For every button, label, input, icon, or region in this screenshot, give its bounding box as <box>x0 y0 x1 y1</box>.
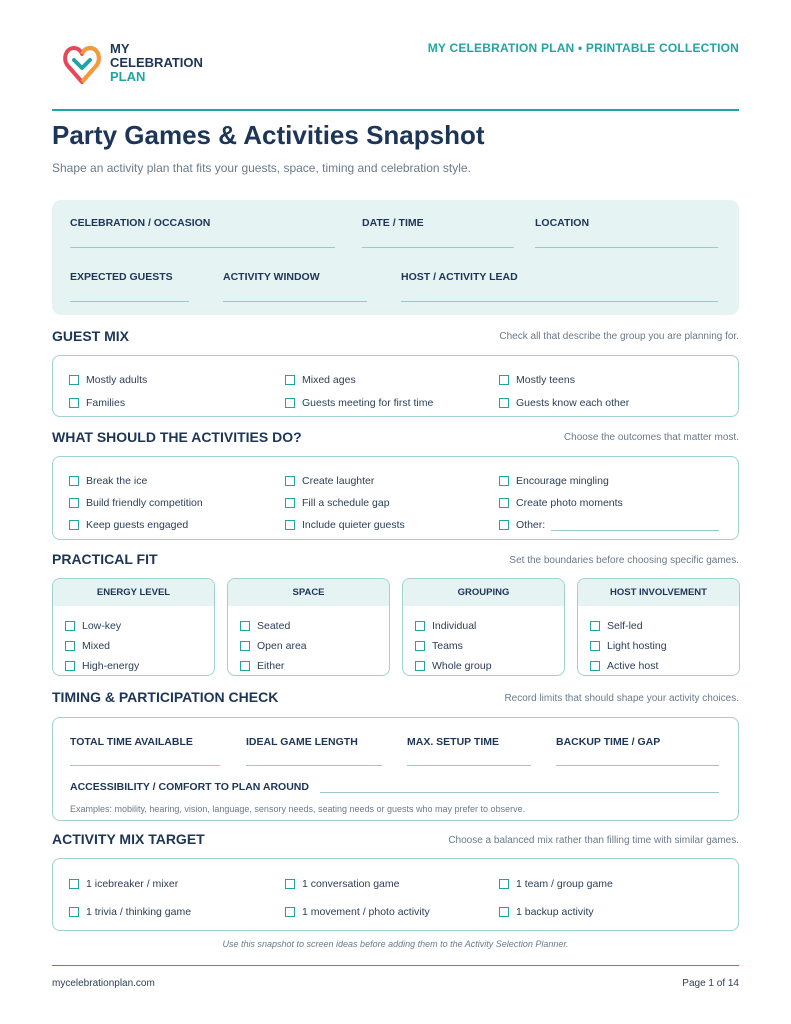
checkbox-icon[interactable] <box>69 907 79 917</box>
guest-mix-box <box>52 355 739 417</box>
checkbox-backup-activity[interactable]: 1 backup activity <box>499 906 594 918</box>
checkbox-photo-moments[interactable]: Create photo moments <box>499 497 623 509</box>
celebration-label: CELEBRATION / OCCASION <box>70 217 211 229</box>
checkbox-icon[interactable] <box>69 520 79 530</box>
checkbox-other[interactable]: Other: <box>499 519 719 531</box>
checkbox-teams[interactable]: Teams <box>415 640 463 652</box>
checkbox-icon[interactable] <box>285 375 295 385</box>
activity-window-label: ACTIVITY WINDOW <box>223 271 320 283</box>
checkbox-icon[interactable] <box>65 641 75 651</box>
accessibility-label: ACCESSIBILITY / COMFORT TO PLAN AROUND <box>70 781 309 793</box>
checkbox-icon[interactable] <box>240 641 250 651</box>
checkbox-conversation-game[interactable]: 1 conversation game <box>285 878 399 890</box>
checkbox-high-energy[interactable]: High-energy <box>65 660 139 672</box>
checkbox-icon[interactable] <box>69 375 79 385</box>
checkbox-icon[interactable] <box>285 879 295 889</box>
guest-mix-note: Check all that describe the group you are planning for. <box>499 331 739 342</box>
checkbox-icon[interactable] <box>69 498 79 508</box>
checkbox-mostly-adults[interactable]: Mostly adults <box>69 374 147 386</box>
ideal-length-label: IDEAL GAME LENGTH <box>246 736 358 748</box>
checkbox-encourage-mingling[interactable]: Encourage mingling <box>499 475 609 487</box>
logo-line-1: MY <box>110 41 130 56</box>
checkbox-low-key[interactable]: Low-key <box>65 620 121 632</box>
checkbox-icon[interactable] <box>240 621 250 631</box>
expected-guests-field[interactable] <box>70 301 189 302</box>
accessibility-examples: Examples: mobility, hearing, vision, language, sensory needs, seating needs or guests who may prefer to observe. <box>70 804 526 814</box>
checkbox-icon[interactable] <box>69 476 79 486</box>
checkbox-whole-group[interactable]: Whole group <box>415 660 492 672</box>
checkbox-icon[interactable] <box>499 398 509 408</box>
checkbox-fill-schedule-gap[interactable]: Fill a schedule gap <box>285 497 390 509</box>
other-field[interactable] <box>551 530 719 531</box>
activity-window-field[interactable] <box>223 301 367 302</box>
backup-gap-field[interactable] <box>556 765 719 766</box>
host-involvement-header: HOST INVOLVEMENT <box>578 579 739 606</box>
checkbox-icon[interactable] <box>69 398 79 408</box>
total-time-label: TOTAL TIME AVAILABLE <box>70 736 193 748</box>
checkbox-icon[interactable] <box>69 879 79 889</box>
checkbox-icon[interactable] <box>285 498 295 508</box>
checkbox-create-laughter[interactable]: Create laughter <box>285 475 374 487</box>
checkbox-icon[interactable] <box>65 621 75 631</box>
checkbox-icon[interactable] <box>499 907 509 917</box>
checkbox-keep-guests-engaged[interactable]: Keep guests engaged <box>69 519 188 531</box>
checkbox-guests-meeting-first-time[interactable]: Guests meeting for first time <box>285 397 433 409</box>
brand-logo <box>60 40 220 90</box>
activities-purpose-box <box>52 456 739 540</box>
header-divider <box>52 109 739 111</box>
grouping-header: GROUPING <box>403 579 564 606</box>
location-label: LOCATION <box>535 217 590 229</box>
checkbox-mixed[interactable]: Mixed <box>65 640 110 652</box>
timing-box <box>52 717 739 821</box>
footer-site: mycelebrationplan.com <box>52 978 155 989</box>
checkbox-individual[interactable]: Individual <box>415 620 476 632</box>
checkbox-icon[interactable] <box>65 661 75 671</box>
collection-label: MY CELEBRATION PLAN • PRINTABLE COLLECTION <box>427 41 739 55</box>
page-title: Party Games & Activities Snapshot <box>52 120 485 150</box>
max-setup-label: MAX. SETUP TIME <box>407 736 499 748</box>
host-involvement-card <box>577 578 740 676</box>
checkbox-mixed-ages[interactable]: Mixed ages <box>285 374 356 386</box>
checkbox-icon[interactable] <box>415 661 425 671</box>
date-time-field[interactable] <box>362 247 514 248</box>
checkbox-icon[interactable] <box>415 621 425 631</box>
checkbox-seated[interactable]: Seated <box>240 620 290 632</box>
checkbox-light-hosting[interactable]: Light hosting <box>590 640 667 652</box>
checkbox-icon[interactable] <box>499 476 509 486</box>
timing-note: Record limits that should shape your activity choices. <box>504 693 739 704</box>
checkbox-icon[interactable] <box>285 476 295 486</box>
checkbox-icon[interactable] <box>590 641 600 651</box>
checkbox-icon[interactable] <box>499 879 509 889</box>
heart-pin-icon <box>60 42 104 86</box>
celebration-field[interactable] <box>70 247 335 248</box>
activities-purpose-title: WHAT SHOULD THE ACTIVITIES DO? <box>52 429 302 445</box>
checkbox-icon[interactable] <box>590 661 600 671</box>
checkbox-friendly-competition[interactable]: Build friendly competition <box>69 497 203 509</box>
checkbox-mostly-teens[interactable]: Mostly teens <box>499 374 575 386</box>
mix-target-title: ACTIVITY MIX TARGET <box>52 831 205 847</box>
practical-fit-title: PRACTICAL FIT <box>52 551 158 567</box>
location-field[interactable] <box>535 247 718 248</box>
space-header: SPACE <box>228 579 389 606</box>
activities-purpose-note: Choose the outcomes that matter most. <box>563 432 739 443</box>
checkbox-guests-know-each-other[interactable]: Guests know each other <box>499 397 629 409</box>
checkbox-trivia-game[interactable]: 1 trivia / thinking game <box>69 906 191 918</box>
host-lead-field[interactable] <box>401 301 718 302</box>
mix-target-box <box>52 858 739 931</box>
space-card <box>227 578 390 676</box>
page-subtitle: Shape an activity plan that fits your guests, space, timing and celebration style. <box>52 161 471 175</box>
checkbox-icebreaker[interactable]: 1 icebreaker / mixer <box>69 878 178 890</box>
page-number: Page 1 of 14 <box>682 978 739 989</box>
checkbox-icon[interactable] <box>499 498 509 508</box>
max-setup-field[interactable] <box>407 765 531 766</box>
checkbox-break-the-ice[interactable]: Break the ice <box>69 475 147 487</box>
checkbox-movement-photo[interactable]: 1 movement / photo activity <box>285 906 430 918</box>
timing-title: TIMING & PARTICIPATION CHECK <box>52 689 279 705</box>
checkbox-icon[interactable] <box>285 398 295 408</box>
logo-line-2: CELEBRATION <box>110 55 203 70</box>
checkbox-icon[interactable] <box>499 375 509 385</box>
event-info-panel <box>52 200 739 315</box>
checkbox-families[interactable]: Families <box>69 397 125 409</box>
checkbox-icon[interactable] <box>415 641 425 651</box>
backup-gap-label: BACKUP TIME / GAP <box>556 736 661 748</box>
footnote: Use this snapshot to screen ideas before adding them to the Activity Selection Planner. <box>222 939 569 949</box>
expected-guests-label: EXPECTED GUESTS <box>70 271 173 283</box>
practical-fit-note: Set the boundaries before choosing specific games. <box>509 555 739 566</box>
grouping-card <box>402 578 565 676</box>
checkbox-include-quieter-guests[interactable]: Include quieter guests <box>285 519 405 531</box>
mix-target-note: Choose a balanced mix rather than filling time with similar games. <box>448 835 739 846</box>
accessibility-field[interactable] <box>320 792 719 793</box>
checkbox-icon[interactable] <box>285 520 295 530</box>
checkbox-team-group-game[interactable]: 1 team / group game <box>499 878 613 890</box>
checkbox-active-host[interactable]: Active host <box>590 660 658 672</box>
checkbox-icon[interactable] <box>240 661 250 671</box>
checkbox-self-led[interactable]: Self-led <box>590 620 643 632</box>
checkbox-open-area[interactable]: Open area <box>240 640 307 652</box>
checkbox-icon[interactable] <box>590 621 600 631</box>
total-time-field[interactable] <box>70 765 220 766</box>
checkbox-icon[interactable] <box>285 907 295 917</box>
checkbox-either[interactable]: Either <box>240 660 284 672</box>
guest-mix-title: GUEST MIX <box>52 328 130 344</box>
logo-line-3: PLAN <box>110 69 146 84</box>
host-lead-label: HOST / ACTIVITY LEAD <box>401 271 518 283</box>
energy-level-card <box>52 578 215 676</box>
ideal-length-field[interactable] <box>246 765 382 766</box>
footer-divider <box>52 965 739 966</box>
date-time-label: DATE / TIME <box>362 217 424 229</box>
checkbox-icon[interactable] <box>499 520 509 530</box>
energy-level-header: ENERGY LEVEL <box>53 579 214 606</box>
